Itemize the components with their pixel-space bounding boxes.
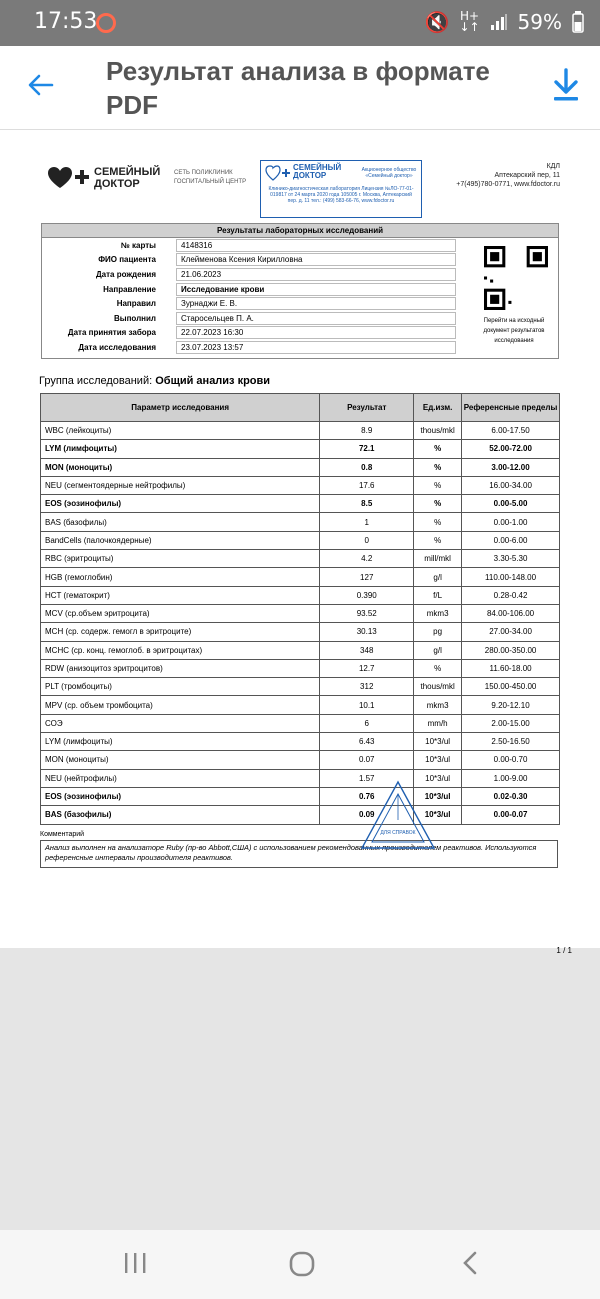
- stamp-org: Акционерное общество «Семейный доктор»: [361, 167, 417, 179]
- table-row: [41, 714, 560, 732]
- screen-record-icon: [96, 13, 116, 33]
- document-header: [40, 158, 560, 222]
- cell-parameter: HGB (гемоглобин): [41, 568, 320, 586]
- address-text: Аптекарский пер, 11: [494, 172, 560, 179]
- cell-reference: 110.00-148.00: [462, 568, 560, 586]
- patient-info-block: [41, 223, 559, 359]
- qr-code[interactable]: [484, 246, 548, 310]
- cell-unit: mm/h: [414, 714, 462, 732]
- page-number: 1 / 1: [556, 946, 572, 955]
- stamp-name-1: СЕМЕЙНЫЙ: [293, 163, 342, 172]
- cell-parameter: MON (моноциты): [41, 751, 320, 769]
- group-name: Общий анализ крови: [155, 375, 271, 387]
- cell-reference: 0.00-6.00: [462, 531, 560, 549]
- cell-parameter: LYM (лимфоциты): [41, 733, 320, 751]
- table-row: [41, 440, 560, 458]
- status-time: 17:53: [34, 9, 98, 34]
- comment-label: Комментарий: [40, 830, 85, 838]
- cell-result: 6: [320, 714, 414, 732]
- cell-result: 348: [320, 641, 414, 659]
- cell-parameter: RBC (эритроциты): [41, 550, 320, 568]
- cell-reference: 280.00-350.00: [462, 641, 560, 659]
- table-row: [41, 696, 560, 714]
- back-arrow-icon[interactable]: [26, 70, 56, 100]
- cell-parameter: LYM (лимфоциты): [41, 440, 320, 458]
- triangle-stamp-text: ДЛЯ СПРАВОК: [380, 830, 416, 836]
- table-row: [41, 787, 560, 805]
- cell-reference: 0.00-0.70: [462, 751, 560, 769]
- qr-caption: Перейти на исходный документ результатов исследования: [483, 318, 545, 344]
- signal-icon: [490, 13, 508, 31]
- lab-stamp: [260, 160, 422, 218]
- cell-parameter: EOS (эозинофилы): [41, 787, 320, 805]
- contacts-text: +7(495)780-0771, www.fdoctor.ru: [456, 181, 560, 188]
- cell-parameter: BandCells (палочкоядерные): [41, 531, 320, 549]
- cell-unit: %: [414, 513, 462, 531]
- info-label: Направление: [103, 284, 156, 294]
- cell-reference: 0.00-1.00: [462, 513, 560, 531]
- cell-unit: %: [414, 458, 462, 476]
- nav-back-icon[interactable]: [458, 1250, 484, 1276]
- kdl-label: КДЛ: [546, 163, 560, 170]
- results-header-row: [41, 394, 560, 422]
- info-label: № карты: [120, 240, 156, 250]
- cell-parameter: MON (моноциты): [41, 458, 320, 476]
- battery-icon: [572, 11, 584, 33]
- brand-line-1: СЕМЕЙНЫЙ: [94, 166, 161, 178]
- cell-parameter: MCHC (ср. конц. гемоглоб. в эритроцитах): [41, 641, 320, 659]
- cell-unit: %: [414, 476, 462, 494]
- cell-parameter: PLT (тромбоциты): [41, 678, 320, 696]
- cell-result: 0: [320, 531, 414, 549]
- cell-reference: 27.00-34.00: [462, 623, 560, 641]
- info-value: 23.07.2023 13:57: [176, 341, 456, 354]
- info-label: ФИО пациента: [98, 255, 156, 265]
- cell-result: 8.9: [320, 422, 414, 440]
- table-row: [41, 531, 560, 549]
- table-row: [41, 568, 560, 586]
- cell-reference: 1.00-9.00: [462, 769, 560, 787]
- clinic-logo: [48, 166, 160, 190]
- comment-text: Анализ выполнен на анализаторе Ruby (пр-во Abbott,США) с использованием рекомендованных производителем реактивов. Используются референсные интервалы производителя реактивов.: [40, 840, 558, 868]
- status-bar: [0, 0, 600, 46]
- download-icon[interactable]: [550, 68, 582, 102]
- cell-reference: 2.50-16.50: [462, 733, 560, 751]
- table-row: [41, 495, 560, 513]
- cell-reference: 0.02-0.30: [462, 787, 560, 805]
- cell-parameter: MCH (ср. содерж. гемогл в эритроците): [41, 623, 320, 641]
- cell-result: 30.13: [320, 623, 414, 641]
- cell-result: 0.76: [320, 787, 414, 805]
- cell-unit: thous/mkl: [414, 678, 462, 696]
- app-bar: [0, 46, 600, 130]
- cell-parameter: HCT (гематокрит): [41, 586, 320, 604]
- triangle-stamp: [360, 780, 436, 870]
- table-row: [41, 513, 560, 531]
- cell-reference: 3.30-5.30: [462, 550, 560, 568]
- cell-parameter: EOS (эозинофилы): [41, 495, 320, 513]
- mute-icon: 🔇: [424, 10, 450, 34]
- cell-result: 6.43: [320, 733, 414, 751]
- network-line-2: ГОСПИТАЛЬНЫЙ ЦЕНТР: [174, 179, 247, 185]
- table-row: [41, 550, 560, 568]
- cell-result: 93.52: [320, 604, 414, 622]
- info-value: Зурнаджи Е. В.: [176, 297, 456, 310]
- cell-unit: %: [414, 440, 462, 458]
- info-value: 21.06.2023: [176, 268, 456, 281]
- cell-unit: mkm3: [414, 696, 462, 714]
- info-row: [42, 282, 558, 297]
- cell-result: 17.6: [320, 476, 414, 494]
- cell-reference: 0.00-5.00: [462, 495, 560, 513]
- info-row: [42, 253, 558, 268]
- col-result: Результат: [320, 394, 414, 422]
- table-row: [41, 678, 560, 696]
- cell-reference: 11.60-18.00: [462, 659, 560, 677]
- cell-result: 1: [320, 513, 414, 531]
- cell-unit: mkm3: [414, 604, 462, 622]
- cell-unit: mill/mkl: [414, 550, 462, 568]
- lab-address: [456, 162, 560, 189]
- cell-reference: 52.00-72.00: [462, 440, 560, 458]
- cell-result: 8.5: [320, 495, 414, 513]
- cell-result: 72.1: [320, 440, 414, 458]
- table-row: [41, 806, 560, 824]
- info-row: [42, 267, 558, 282]
- cell-unit: %: [414, 495, 462, 513]
- test-group: [39, 375, 560, 387]
- pdf-page[interactable]: [0, 130, 600, 955]
- table-row: [41, 422, 560, 440]
- cell-parameter: MCV (ср.объем эритроцита): [41, 604, 320, 622]
- cell-parameter: СОЭ: [41, 714, 320, 732]
- cell-parameter: MPV (ср. объем тромбоцита): [41, 696, 320, 714]
- cell-parameter: BAS (базофилы): [41, 806, 320, 824]
- pdf-document: [40, 158, 560, 868]
- info-label: Дата принятия забора: [67, 328, 156, 338]
- cell-reference: 6.00-17.50: [462, 422, 560, 440]
- info-label: Дата рождения: [95, 269, 156, 279]
- brand-line-2: ДОКТОР: [94, 178, 140, 190]
- recent-apps-icon[interactable]: [122, 1250, 148, 1276]
- cell-unit: g/l: [414, 568, 462, 586]
- network-type-label: H+: [459, 9, 480, 23]
- table-row: [41, 623, 560, 641]
- table-row: [41, 641, 560, 659]
- stamp-name-2: ДОКТОР: [293, 171, 327, 180]
- info-label: Направил: [116, 299, 156, 309]
- info-value: 4148316: [176, 239, 456, 252]
- cell-reference: 84.00-106.00: [462, 604, 560, 622]
- cell-result: 127: [320, 568, 414, 586]
- battery-percent: 59%: [517, 10, 562, 34]
- info-heading: Результаты лабораторных исследований: [42, 224, 558, 238]
- table-row: [41, 733, 560, 751]
- cell-unit: g/l: [414, 641, 462, 659]
- stamp-heart-icon: [265, 165, 291, 181]
- cell-reference: 3.00-12.00: [462, 458, 560, 476]
- info-value: Клейменова Ксения Кирилловна: [176, 253, 456, 266]
- page-title: Результат анализа в формате PDF: [106, 56, 490, 120]
- info-value: Исследование крови: [176, 283, 456, 296]
- cell-result: 0.8: [320, 458, 414, 476]
- col-parameter: Параметр исследования: [41, 394, 320, 422]
- cell-reference: 9.20-12.10: [462, 696, 560, 714]
- info-label: Дата исследования: [78, 342, 156, 352]
- cell-result: 4.2: [320, 550, 414, 568]
- cell-unit: 10*3/ul: [414, 806, 462, 824]
- cell-result: 12.7: [320, 659, 414, 677]
- cell-unit: thous/mkl: [414, 422, 462, 440]
- brand-name: [94, 166, 160, 190]
- cell-parameter: NEU (нейтрофилы): [41, 769, 320, 787]
- cell-unit: 10*3/ul: [414, 787, 462, 805]
- heart-plus-icon: [48, 166, 90, 190]
- table-row: [41, 769, 560, 787]
- cell-result: 0.07: [320, 751, 414, 769]
- cell-unit: 10*3/ul: [414, 769, 462, 787]
- col-unit: Ед.изм.: [414, 394, 462, 422]
- table-row: [41, 476, 560, 494]
- cell-unit: 10*3/ul: [414, 733, 462, 751]
- home-icon[interactable]: [288, 1250, 316, 1278]
- cell-reference: 0.28-0.42: [462, 586, 560, 604]
- cell-parameter: NEU (сегментоядерные нейтрофилы): [41, 476, 320, 494]
- cell-result: 0.09: [320, 806, 414, 824]
- info-row: [42, 296, 558, 311]
- stamp-body: Клинико-диагностическая лаборатория Лицензия №ЛО-77-01-019817 от 24 марта 2020 года 105005 г. Москва, Аптекарский пер. д. 11 тел.: (499) 583-66-76, www.fdoctor.ru: [268, 186, 414, 204]
- status-icons: [425, 10, 584, 34]
- cell-parameter: BAS (базофилы): [41, 513, 320, 531]
- info-label: Выполнил: [113, 313, 156, 323]
- table-row: [41, 586, 560, 604]
- network-line-1: СЕТЬ ПОЛИКЛИНИК: [174, 170, 233, 176]
- system-nav-bar: [0, 1230, 600, 1299]
- cell-reference: 0.00-0.07: [462, 806, 560, 824]
- network-caption: [174, 169, 246, 187]
- cell-result: 1.57: [320, 769, 414, 787]
- cell-result: 10.1: [320, 696, 414, 714]
- table-row: [41, 659, 560, 677]
- info-value: 22.07.2023 16:30: [176, 326, 456, 339]
- info-row: [42, 238, 558, 253]
- cell-unit: %: [414, 659, 462, 677]
- cell-reference: 2.00-15.00: [462, 714, 560, 732]
- table-row: [41, 751, 560, 769]
- cell-result: 312: [320, 678, 414, 696]
- table-row: [41, 604, 560, 622]
- cell-unit: %: [414, 531, 462, 549]
- info-value: Старосельцев П. А.: [176, 312, 456, 325]
- cell-reference: 16.00-34.00: [462, 476, 560, 494]
- cell-parameter: RDW (анизоцитоз эритроцитов): [41, 659, 320, 677]
- cell-unit: 10*3/ul: [414, 751, 462, 769]
- cell-unit: f/L: [414, 586, 462, 604]
- col-reference: Референсные пределы: [462, 394, 560, 422]
- cell-unit: pg: [414, 623, 462, 641]
- results-table: [40, 393, 560, 825]
- cell-parameter: WBC (лейкоциты): [41, 422, 320, 440]
- cell-result: 0.390: [320, 586, 414, 604]
- cell-reference: 150.00-450.00: [462, 678, 560, 696]
- network-type-icon: [459, 11, 479, 33]
- group-prefix: Группа исследований:: [39, 375, 153, 387]
- network-arrows: ↓↑: [459, 20, 480, 34]
- table-row: [41, 458, 560, 476]
